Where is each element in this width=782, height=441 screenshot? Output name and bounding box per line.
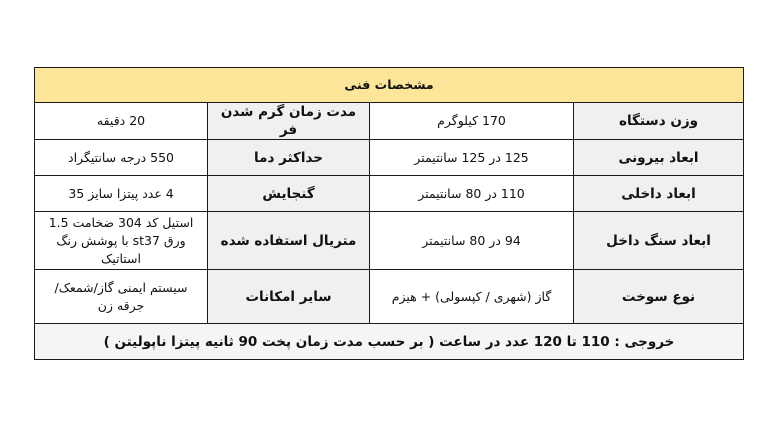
table-row [35, 140, 744, 176]
spec-value: 125 در 125 سانتیمتر [370, 140, 574, 176]
spec-value-multiline [35, 212, 208, 270]
table-row [35, 103, 744, 140]
spec-label: متریال استفاده شده [208, 212, 370, 270]
table-title: مشخصات فنی [35, 68, 744, 103]
table-footer-row [35, 324, 744, 360]
spec-label: گنجایش [208, 176, 370, 212]
spec-label: ابعاد داخلی [574, 176, 744, 212]
spec-label: سایر امکانات [208, 270, 370, 324]
table-row [35, 212, 744, 270]
spec-value: 4 عدد پیتزا سایز 35 [35, 176, 208, 212]
spec-value: 94 در 80 سانتیمتر [370, 212, 574, 270]
spec-value: 20 دقیقه [35, 103, 208, 140]
table-row [35, 270, 744, 324]
table-title-row [35, 68, 744, 103]
spec-label: نوع سوخت [574, 270, 744, 324]
table-row [35, 176, 744, 212]
spec-value-line: جرقه زن [97, 297, 145, 313]
spec-value: 550 درجه سانتیگراد [35, 140, 208, 176]
spec-value: گاز (شهری / کپسولی) + هیزم [370, 270, 574, 324]
spec-value-line: استیل کد 304 ضخامت 1.5 [48, 214, 194, 230]
spec-label: ابعاد بیرونی [574, 140, 744, 176]
spec-value-multiline [35, 270, 208, 324]
spec-label: مدت زمان گرم شدن فر [208, 103, 370, 140]
spec-value: 110 در 80 سانتیمتر [370, 176, 574, 212]
spec-value-line: ورق st37 با پوشش رنگ استاتیک [56, 232, 186, 266]
spec-label: حداکثر دما [208, 140, 370, 176]
spec-value: 170 کیلوگرم [370, 103, 574, 140]
spec-label: وزن دستگاه [574, 103, 744, 140]
technical-specifications-table [34, 67, 744, 360]
spec-label: ابعاد سنگ داخل [574, 212, 744, 270]
spec-value-line: سیستم ایمنی گاز/شمعک/ [54, 279, 188, 295]
output-capacity-note: خروجی : 110 تا 120 عدد در ساعت ( بر حسب مدت زمان پخت 90 ثانیه پیتزا ناپولیتن ) [35, 324, 744, 360]
